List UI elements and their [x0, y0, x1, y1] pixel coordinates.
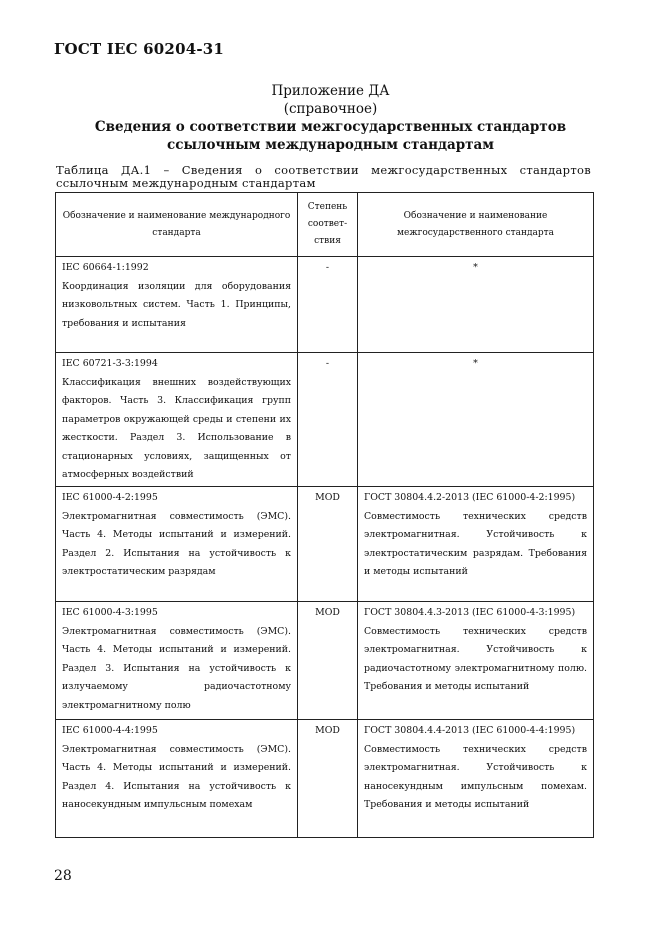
intl-standard-cell [56, 602, 298, 720]
national-standard-cell [358, 602, 594, 720]
table-row [56, 602, 594, 720]
header-degree: Степень соответ-ствия [298, 193, 358, 257]
national-standard-code: ГОСТ 30804.4.2-2013 (IEC 61000-4-2:1995) [364, 492, 576, 503]
table-caption: Таблица ДА.1 – Сведения о соответствии межгосударственных стандартов ссылочным международным стандартам [56, 163, 591, 190]
national-standard-cell [358, 353, 594, 487]
annex-label: Приложение ДА [271, 83, 390, 99]
annex-heading [0, 82, 661, 154]
intl-standard-code: IEC 60721-3-3:1994 [62, 358, 158, 369]
intl-standard-title: Классификация внешних воздействующих факторов. Часть 3. Классификация групп параметров окружающей среды и степени их жесткости. Раздел 3. Использование в стационарных условиях, защищенных от атмосферных воздействий [62, 376, 291, 480]
standards-correspondence-table [55, 192, 594, 838]
intl-standard-cell [56, 353, 298, 487]
national-standard-cell [358, 720, 594, 838]
intl-standard-title: Координация изоляции для оборудования низковольтных систем. Часть 1. Принципы, требования и испытания [62, 280, 291, 329]
table-header-row [56, 193, 594, 257]
degree-cell: MOD [298, 720, 358, 838]
intl-standard-cell [56, 487, 298, 602]
national-standard-code: * [473, 358, 478, 369]
national-standard-cell [358, 487, 594, 602]
table-row [56, 720, 594, 838]
intl-standard-cell [56, 720, 298, 838]
annex-status: (справочное) [283, 101, 378, 117]
intl-standard-title: Электромагнитная совместимость (ЭМС). Часть 4. Методы испытаний и измерений. Раздел 3. Испытания на устойчивость к излучаемому радиочастотному электромагнитному полю [62, 625, 291, 711]
annex-title-line-1: Сведения о соответствии межгосударственных стандартов [94, 119, 567, 135]
national-standard-code: * [473, 262, 478, 273]
degree-cell: - [298, 257, 358, 353]
header-intl-standard: Обозначение и наименование международного стандарта [56, 193, 298, 257]
document-code: ГОСТ IEC 60204-31 [54, 40, 225, 58]
national-standard-code: ГОСТ 30804.4.3-2013 (IEC 61000-4-3:1995) [364, 607, 576, 618]
page-number: 28 [54, 868, 72, 884]
intl-standard-cell [56, 257, 298, 353]
national-standard-title: Совместимость технических средств электромагнитная. Устойчивость к электростатическим разрядам. Требования и методы испытаний [364, 510, 587, 577]
intl-standard-title: Электромагнитная совместимость (ЭМС). Часть 4. Методы испытаний и измерений. Раздел 2. Испытания на устойчивость к электростатическим разрядам [62, 510, 291, 577]
national-standard-cell [358, 257, 594, 353]
intl-standard-title: Электромагнитная совместимость (ЭМС). Часть 4. Методы испытаний и измерений. Раздел 4. Испытания на устойчивость к наносекундным импульсным помехам [62, 743, 291, 810]
table-row [56, 487, 594, 602]
table-row [56, 257, 594, 353]
intl-standard-code: IEC 61000-4-3:1995 [62, 607, 158, 618]
national-standard-title: Совместимость технических средств электромагнитная. Устойчивость к радиочастотному электромагнитному полю. Требования и методы испытаний [364, 625, 587, 692]
degree-cell: MOD [298, 602, 358, 720]
intl-standard-code: IEC 60664-1:1992 [62, 262, 149, 273]
intl-standard-code: IEC 61000-4-2:1995 [62, 492, 158, 503]
degree-cell: MOD [298, 487, 358, 602]
annex-title-line-2: ссылочным международным стандартам [167, 137, 494, 153]
degree-cell: - [298, 353, 358, 487]
header-national-standard: Обозначение и наименование межгосударственного стандарта [358, 193, 594, 257]
table-row [56, 353, 594, 487]
intl-standard-code: IEC 61000-4-4:1995 [62, 725, 158, 736]
national-standard-title: Совместимость технических средств электромагнитная. Устойчивость к наносекундным импульсным помехам. Требования и методы испытаний [364, 743, 587, 810]
national-standard-code: ГОСТ 30804.4.4-2013 (IEC 61000-4-4:1995) [364, 725, 576, 736]
